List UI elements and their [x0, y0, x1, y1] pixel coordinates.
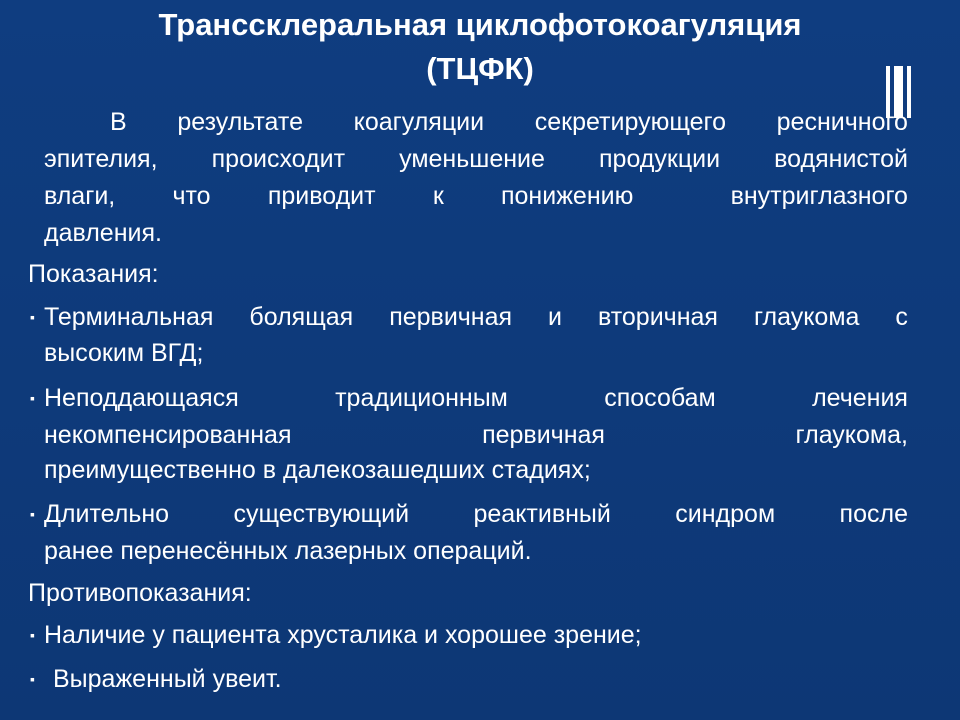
- bullet-marker: ▪: [30, 390, 35, 406]
- bullet-marker: ▪: [30, 309, 35, 325]
- indication-item-1-line-2: высоким ВГД;: [44, 339, 204, 367]
- contraindication-item-2: Выраженный увеит.: [53, 665, 282, 693]
- intro-line-3: влаги, что приводит к понижению внутриглазного: [44, 182, 908, 210]
- indication-item-3-line-2: ранее перенесённых лазерных операций.: [44, 537, 532, 565]
- slide-title-abbreviation: (ТЦФК): [426, 51, 534, 86]
- intro-line-4: давления.: [44, 219, 162, 247]
- contraindications-heading: Противопоказания:: [28, 579, 252, 607]
- contraindication-item-1: Наличие у пациента хрусталика и хорошее зрение;: [44, 621, 642, 649]
- bullet-marker: ▪: [30, 627, 35, 643]
- indication-item-2-line-2: некомпенсированная первичная глаукома,: [44, 421, 908, 449]
- bullet-marker: ▪: [30, 506, 35, 522]
- bullet-marker: ▪: [30, 671, 35, 687]
- indications-heading: Показания:: [28, 260, 159, 288]
- indication-item-2-line-3: преимущественно в далекозашедших стадиях;: [44, 456, 591, 484]
- intro-line-1: В результате коагуляции секретирующего ресничного: [110, 108, 908, 136]
- indication-item-3-line-1: Длительно существующий реактивный синдром после: [44, 500, 908, 528]
- slide-title: Транссклеральная циклофотокоагуляция: [158, 7, 802, 42]
- indication-item-2-line-1: Неподдающаяся традиционным способам лечения: [44, 384, 908, 412]
- intro-line-2: эпителия, происходит уменьшение продукции водянистой: [44, 145, 908, 173]
- indication-item-1-line-1: Терминальная болящая первичная и вторичная глаукома с: [44, 303, 908, 331]
